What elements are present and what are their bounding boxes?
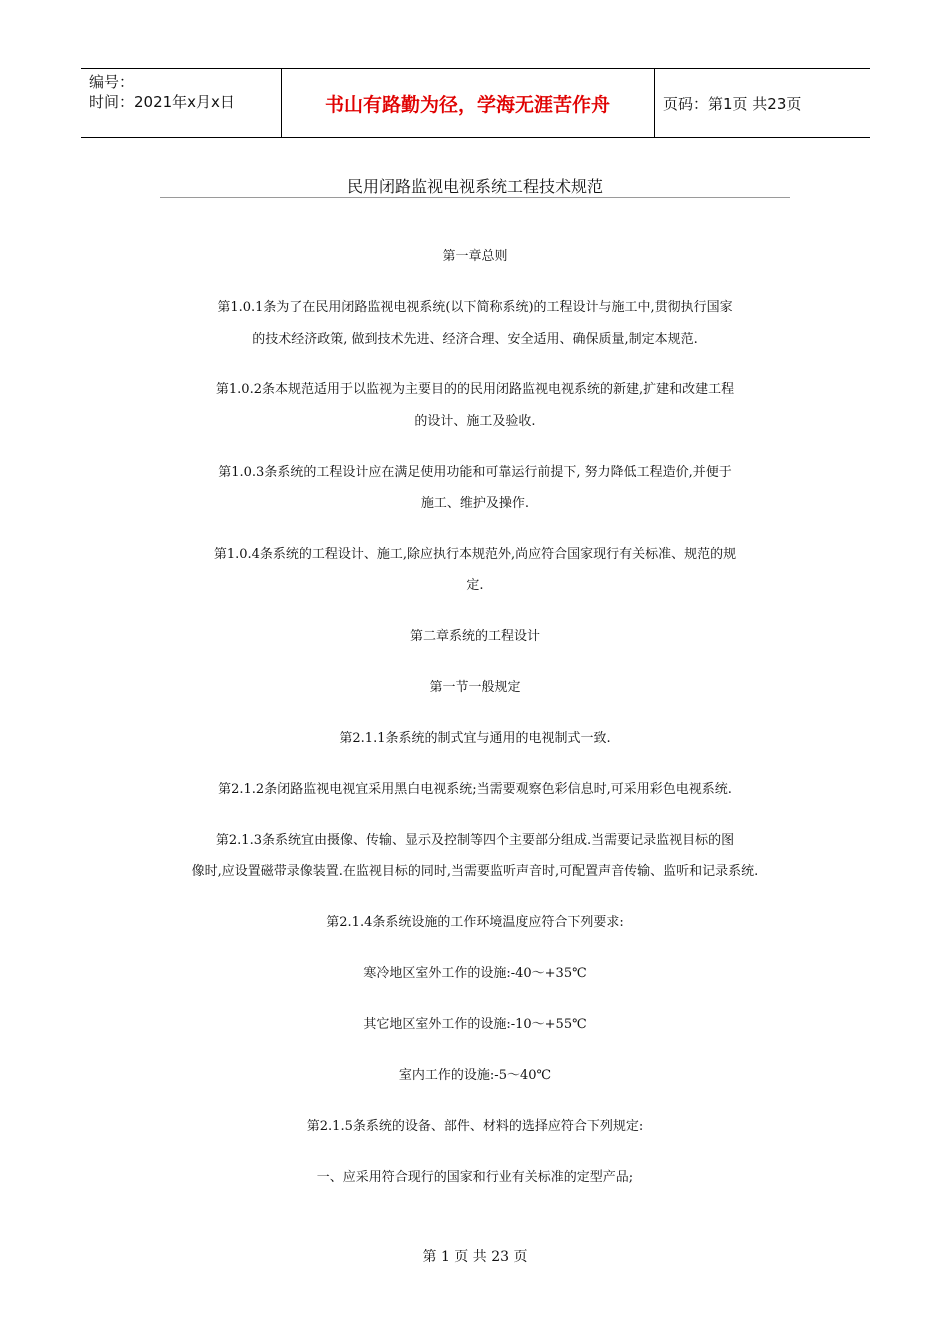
article-line: 第2.1.4条系统设施的工作环境温度应符合下列要求: <box>326 915 624 930</box>
list-item: 一、应采用符合现行的国家和行业有关标准的定型产品; <box>316 1170 634 1185</box>
date-label: 时间：2021年x月x日 <box>89 93 235 111</box>
article-line: 第1.0.4条系统的工程设计、施工,除应执行本规范外,尚应符合国家现行有关标准、规范的规 <box>213 547 737 562</box>
article-line: 施工、维护及操作. <box>420 496 530 511</box>
article-line: 第1.0.3条系统的工程设计应在满足使用功能和可靠运行前提下, 努力降低工程造价,并便于 <box>218 465 732 480</box>
article-line: 的技术经济政策, 做到技术先进、经济合理、安全适用、确保质量,制定本规范. <box>252 332 698 347</box>
section-heading: 第一节一般规定 <box>429 680 521 695</box>
header-table <box>81 68 870 138</box>
article-line: 第2.1.2条闭路监视电视宜采用黑白电视系统;当需要观察色彩信息时,可采用彩色电视系统. <box>218 782 732 797</box>
article-line: 第2.1.5条系统的设备、部件、材料的选择应符合下列规定: <box>306 1119 644 1134</box>
article-line: 的设计、施工及验收. <box>414 414 536 429</box>
article-line: 第1.0.1条为了在民用闭路监视电视系统(以下简称系统)的工程设计与施工中,贯彻执行国家 <box>217 300 733 315</box>
header-meta <box>89 72 235 112</box>
temperature-item: 室内工作的设施:-5～40℃ <box>398 1068 552 1083</box>
chapter-heading: 第一章总则 <box>442 249 508 264</box>
header-divider <box>654 69 655 137</box>
document-title: 民用闭路监视电视系统工程技术规范 <box>346 177 603 196</box>
article-line: 第2.1.3条系统宜由摄像、传输、显示及控制等四个主要部分组成.当需要记录监视目标的图 <box>215 833 735 848</box>
article-line: 第2.1.1条系统的制式宜与通用的电视制式一致. <box>339 731 611 746</box>
title-underline <box>160 197 790 198</box>
temperature-item: 寒冷地区室外工作的设施:-40～+35℃ <box>363 966 587 981</box>
article-line: 定. <box>466 578 484 593</box>
number-label: 编号： <box>89 73 135 91</box>
header-page-info: 页码：第1页 共23页 <box>663 94 802 113</box>
header-motto: 书山有路勤为径，学海无涯苦作舟 <box>324 93 610 116</box>
article-line: 像时,应设置磁带录像装置.在监视目标的同时,当需要监听声音时,可配置声音传输、监听和记录系统. <box>191 864 759 879</box>
article-line: 第1.0.2条本规范适用于以监视为主要目的的民用闭路监视电视系统的新建,扩建和改建工程 <box>215 382 735 397</box>
page-footer: 第 1 页 共 23 页 <box>422 1249 528 1265</box>
chapter-heading: 第二章系统的工程设计 <box>409 629 540 644</box>
temperature-item: 其它地区室外工作的设施:-10～+55℃ <box>363 1017 587 1032</box>
